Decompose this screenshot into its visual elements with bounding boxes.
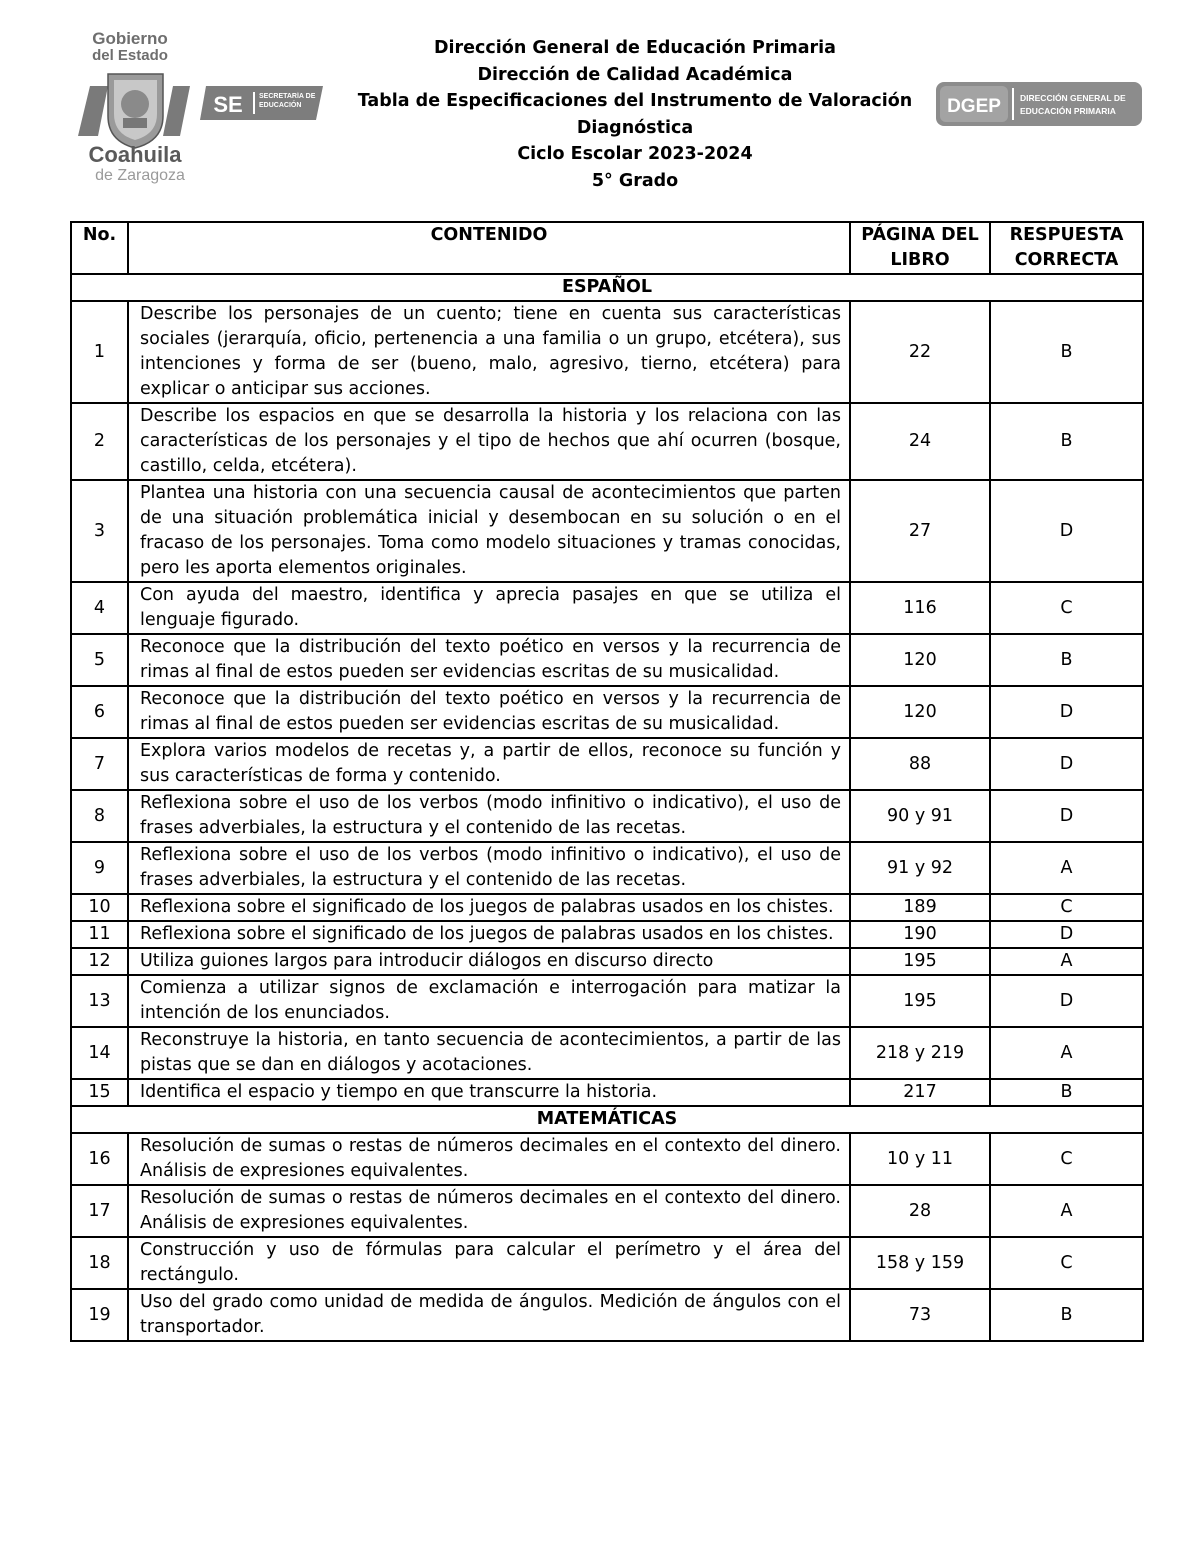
row-respuesta: D: [990, 738, 1143, 790]
row-contenido: Resolución de sumas o restas de números decimales en el contexto del dinero. Análisis de expresiones equivalentes.: [128, 1185, 850, 1237]
row-respuesta: B: [990, 403, 1143, 480]
row-contenido: Reflexiona sobre el significado de los juegos de palabras usados en los chistes.: [128, 894, 850, 921]
row-contenido: Identifica el espacio y tiempo en que transcurre la historia.: [128, 1079, 850, 1106]
row-pagina: 73: [850, 1289, 990, 1341]
table-row: [71, 1289, 1143, 1341]
row-respuesta: A: [990, 1185, 1143, 1237]
header-line-4: Diagnóstica: [576, 117, 694, 138]
row-respuesta: C: [990, 894, 1143, 921]
row-respuesta: C: [990, 1133, 1143, 1185]
row-contenido: Reconstruye la historia, en tanto secuencia de acontecimientos, a partir de las pistas que se dan en diálogos y acotaciones.: [128, 1027, 850, 1079]
row-respuesta: A: [990, 842, 1143, 894]
table-row: [71, 1185, 1143, 1237]
dgep-acronym: DGEP: [947, 96, 1001, 117]
row-pagina: 90 y 91: [850, 790, 990, 842]
row-pagina: 195: [850, 975, 990, 1027]
row-contenido: Explora varios modelos de recetas y, a partir de ellos, reconoce su función y sus características de forma y contenido.: [128, 738, 850, 790]
logo-estado-text: del Estado: [92, 47, 168, 64]
row-respuesta: B: [990, 301, 1143, 403]
row-number: 9: [71, 842, 128, 894]
header-no: No.: [71, 222, 128, 274]
row-pagina: 158 y 159: [850, 1237, 990, 1289]
logo-se-text: SE: [213, 92, 243, 117]
row-contenido: Reflexiona sobre el significado de los juegos de palabras usados en los chistes.: [128, 921, 850, 948]
row-respuesta: D: [990, 921, 1143, 948]
table-row: [71, 921, 1143, 948]
header-line-3: Tabla de Especificaciones del Instrumento de Valoración: [357, 91, 913, 111]
table-row: [71, 582, 1143, 634]
row-contenido: Describe los espacios en que se desarrolla la historia y los relaciona con las características de los personajes y el tipo de hechos que ahí ocurren (bosque, castillo, celda, etcétera).: [128, 403, 850, 480]
table-row: [71, 1027, 1143, 1079]
section-title: ESPAÑOL: [71, 274, 1143, 301]
row-number: 1: [71, 301, 128, 403]
row-respuesta: A: [990, 948, 1143, 975]
logo-gobierno-text: Gobierno: [92, 29, 168, 48]
row-number: 18: [71, 1237, 128, 1289]
row-number: 6: [71, 686, 128, 738]
row-pagina: 116: [850, 582, 990, 634]
table-row: [71, 1133, 1143, 1185]
dgep-line1: DIRECCIÓN GENERAL DE: [1020, 93, 1126, 103]
row-respuesta: C: [990, 1237, 1143, 1289]
row-number: 14: [71, 1027, 128, 1079]
row-number: 3: [71, 480, 128, 582]
table-row: [71, 894, 1143, 921]
row-number: 2: [71, 403, 128, 480]
header-line-1: Dirección General de Educación Primaria: [434, 38, 836, 58]
row-contenido: Reconoce que la distribución del texto poético en versos y la recurrencia de rimas al final de estos pueden ser evidencias escritas de su musicalidad.: [128, 634, 850, 686]
header-line-2: Dirección de Calidad Académica: [477, 64, 793, 85]
row-contenido: Construcción y uso de fórmulas para calcular el perímetro y el área del rectángulo.: [128, 1237, 850, 1289]
row-contenido: Uso del grado como unidad de medida de ángulos. Medición de ángulos con el transportador.: [128, 1289, 850, 1341]
row-respuesta: D: [990, 790, 1143, 842]
logo-secretaria-text: SECRETARÍA DE EDUCACIÓN: [259, 93, 316, 109]
row-contenido: Plantea una historia con una secuencia causal de acontecimientos que parten de una situación problemática inicial y desembocan en su solución o en el fracaso de los personajes. Toma como modelo situaciones y tramas conocidas, pero les aporta elementos originales.: [128, 480, 850, 582]
header-respuesta: RESPUESTA CORRECTA: [990, 222, 1143, 274]
row-pagina: 189: [850, 894, 990, 921]
section-title: MATEMÁTICAS: [71, 1106, 1143, 1133]
row-number: 5: [71, 634, 128, 686]
table-row: [71, 403, 1143, 480]
row-contenido: Reconoce que la distribución del texto poético en versos y la recurrencia de rimas al final de estos pueden ser evidencias escritas de su musicalidad.: [128, 686, 850, 738]
row-pagina: 217: [850, 1079, 990, 1106]
table-row: [71, 301, 1143, 403]
specifications-table: [70, 221, 1144, 1342]
header-line-5: Ciclo Escolar 2023-2024: [517, 144, 753, 164]
row-pagina: 190: [850, 921, 990, 948]
dgep-line2: EDUCACIÓN PRIMARIA: [1020, 106, 1116, 116]
row-number: 4: [71, 582, 128, 634]
table-row: [71, 975, 1143, 1027]
table-row: [71, 1237, 1143, 1289]
row-respuesta: A: [990, 1027, 1143, 1079]
row-number: 19: [71, 1289, 128, 1341]
section-row: [71, 274, 1143, 301]
table-row: [71, 738, 1143, 790]
coahuila-government-logo: [78, 26, 328, 186]
document-header: [330, 35, 940, 194]
row-respuesta: C: [990, 582, 1143, 634]
row-pagina: 24: [850, 403, 990, 480]
table-row: [71, 842, 1143, 894]
header-line-6: 5° Grado: [591, 170, 679, 191]
row-number: 13: [71, 975, 128, 1027]
row-contenido: Utiliza guiones largos para introducir diálogos en discurso directo: [128, 948, 850, 975]
row-contenido: Comienza a utilizar signos de exclamación e interrogación para matizar la intención de los enunciados.: [128, 975, 850, 1027]
row-respuesta: D: [990, 686, 1143, 738]
section-row: [71, 1106, 1143, 1133]
row-contenido: Describe los personajes de un cuento; tiene en cuenta sus características sociales (jerarquía, oficio, pertenencia a una familia o un grupo, etcétera), sus intenciones y forma de ser (bueno, malo, agresivo, tierno, etcétera) para explicar o anticipar sus acciones.: [128, 301, 850, 403]
row-number: 15: [71, 1079, 128, 1106]
row-number: 7: [71, 738, 128, 790]
row-number: 10: [71, 894, 128, 921]
row-respuesta: B: [990, 1289, 1143, 1341]
row-respuesta: D: [990, 480, 1143, 582]
logo-zaragoza-text: de Zaragoza: [95, 167, 185, 184]
row-pagina: 120: [850, 634, 990, 686]
header-pagina: PÁGINA DEL LIBRO: [850, 222, 990, 274]
row-pagina: 27: [850, 480, 990, 582]
row-number: 16: [71, 1133, 128, 1185]
table-row: [71, 480, 1143, 582]
row-contenido: Reflexiona sobre el uso de los verbos (modo infinitivo o indicativo), el uso de frases adverbiales, la estructura y el contenido de las recetas.: [128, 790, 850, 842]
row-number: 8: [71, 790, 128, 842]
coahuila-crest-icon: [78, 26, 328, 186]
row-pagina: 195: [850, 948, 990, 975]
row-number: 17: [71, 1185, 128, 1237]
row-pagina: 120: [850, 686, 990, 738]
dgep-badge-icon: [936, 80, 1144, 128]
table-body: [71, 274, 1143, 1341]
row-contenido: Resolución de sumas o restas de números decimales en el contexto del dinero. Análisis de expresiones equivalentes.: [128, 1133, 850, 1185]
row-pagina: 218 y 219: [850, 1027, 990, 1079]
table-row: [71, 790, 1143, 842]
table-row: [71, 686, 1143, 738]
row-contenido: Reflexiona sobre el uso de los verbos (modo infinitivo o indicativo), el uso de frases adverbiales, la estructura y el contenido de las recetas.: [128, 842, 850, 894]
header-contenido: CONTENIDO: [128, 222, 850, 274]
table-row: [71, 634, 1143, 686]
row-pagina: 91 y 92: [850, 842, 990, 894]
row-pagina: 28: [850, 1185, 990, 1237]
table-row: [71, 1079, 1143, 1106]
row-respuesta: B: [990, 1079, 1143, 1106]
row-number: 11: [71, 921, 128, 948]
row-pagina: 10 y 11: [850, 1133, 990, 1185]
row-respuesta: D: [990, 975, 1143, 1027]
row-contenido: Con ayuda del maestro, identifica y aprecia pasajes en que se utiliza el lenguaje figurado.: [128, 582, 850, 634]
table-row: [71, 948, 1143, 975]
logo-coahuila-text: Coahuila: [88, 142, 182, 167]
row-pagina: 22: [850, 301, 990, 403]
table-header-row: [71, 222, 1143, 274]
row-respuesta: B: [990, 634, 1143, 686]
row-number: 12: [71, 948, 128, 975]
row-pagina: 88: [850, 738, 990, 790]
dgep-logo: [936, 80, 1144, 128]
